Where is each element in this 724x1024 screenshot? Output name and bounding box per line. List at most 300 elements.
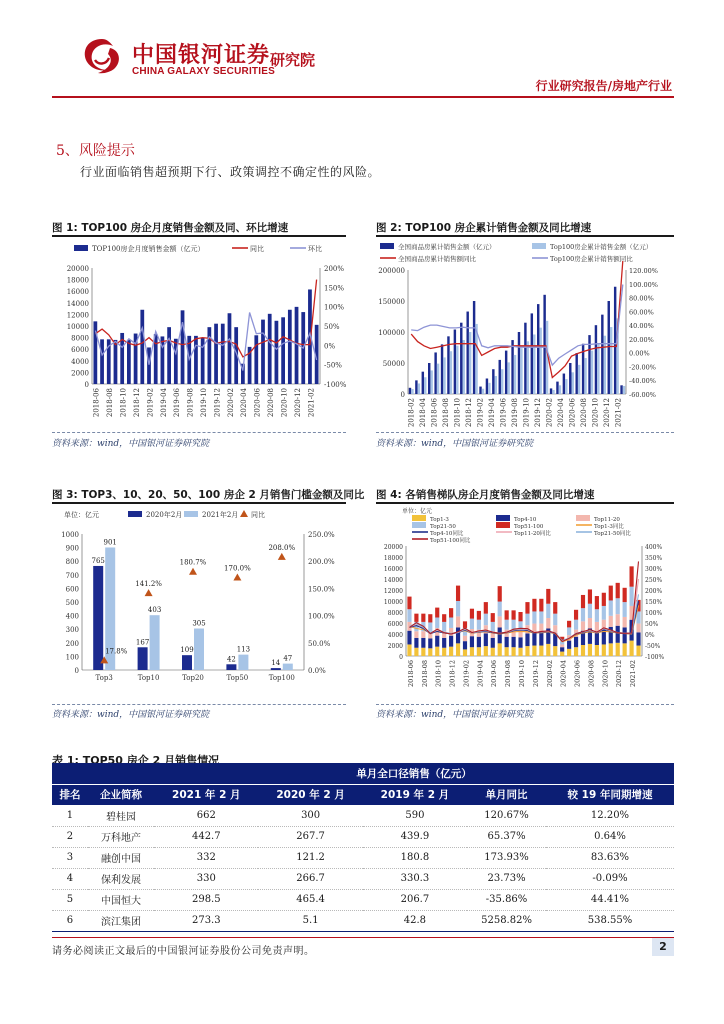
nation-bar	[575, 353, 577, 394]
x-tick-label: 2020-04	[240, 388, 249, 418]
stacked-bar-segment	[623, 588, 627, 602]
y2-tick-label: 0%	[645, 632, 655, 639]
x-tick-label: 2020-08	[587, 660, 596, 688]
stacked-bar-segment	[602, 606, 606, 620]
y2-tick-label: -50%	[645, 643, 661, 650]
top100-bar	[565, 379, 567, 394]
bar	[194, 336, 198, 384]
nation-bar	[499, 360, 501, 394]
yoy-label: 17.8%	[105, 647, 128, 656]
stacked-bar-segment	[414, 638, 418, 648]
y-tick-label: 0	[84, 381, 89, 389]
y2-tick-label: 120.00%	[629, 267, 658, 275]
data-label: 167	[135, 638, 150, 647]
stacked-bar-segment	[574, 620, 578, 630]
stacked-bar-segment	[602, 644, 606, 656]
data-label: 901	[103, 538, 117, 547]
stacked-bar-segment	[498, 627, 502, 643]
legend-label: Top1-3同比	[594, 524, 624, 530]
legend-swatch	[74, 245, 88, 251]
y-tick-label: 18000	[66, 276, 89, 285]
stacked-bar-segment	[442, 648, 446, 656]
x-tick-label: 2020-08	[579, 398, 588, 428]
figure-3-chart	[52, 504, 346, 702]
table-cell: 266.7	[258, 868, 362, 889]
top100-bar	[533, 334, 535, 394]
stacked-bar-segment	[442, 638, 446, 648]
x-tick-label: 2019-02	[476, 398, 485, 428]
y2-tick-label: -50%	[324, 361, 342, 370]
yoy-marker	[278, 553, 286, 560]
y2-tick-label: -100%	[645, 654, 665, 661]
y-tick-label: 300	[65, 626, 79, 635]
table-cell: 0.64%	[546, 826, 674, 847]
stacked-bar-segment	[421, 631, 425, 638]
legend-label: Top100房企累计销售金额（亿元）	[550, 243, 653, 251]
column-header: 2021 年 2 月	[154, 784, 258, 805]
figure-2-source: 资料来源：wind，中国银河证券研究院	[376, 439, 534, 449]
y2-tick-label: -40.00%	[629, 377, 656, 386]
table-cell: 206.7	[363, 889, 467, 910]
stacked-bar-segment	[518, 637, 522, 647]
stacked-bar-segment	[630, 587, 634, 606]
table-cell: 442.7	[154, 826, 258, 847]
stacked-bar-segment	[567, 649, 571, 656]
stacked-bar-segment	[609, 616, 613, 627]
yoy-label: 141.2%	[135, 580, 162, 589]
nation-bar	[563, 374, 565, 394]
table-cell: 3	[52, 847, 88, 868]
stacked-bar-segment	[428, 638, 432, 648]
stacked-bar-segment	[484, 602, 488, 614]
y2-tick-label: 250.0%	[308, 531, 335, 539]
legend-label: Top51-100	[514, 524, 544, 530]
x-tick-label: 2019-06	[173, 388, 182, 418]
data-label: 403	[147, 606, 162, 615]
stacked-bar-segment	[428, 622, 432, 631]
y2-tick-label: 350%	[645, 555, 663, 562]
x-tick-label: Top10	[137, 674, 160, 682]
top100-bar	[591, 351, 593, 394]
nation-bar	[537, 304, 539, 394]
legend-swatch	[240, 510, 248, 517]
figure-3-source-rule	[52, 704, 346, 705]
nation-bar	[415, 380, 417, 394]
stacked-bar-segment	[525, 614, 529, 626]
top100-bar	[463, 340, 465, 394]
stacked-bar-segment	[498, 602, 502, 617]
y-tick-label: 12000	[383, 588, 403, 595]
table-cell: 298.5	[154, 889, 258, 910]
x-tick-label: 2020-06	[253, 388, 262, 418]
figure-1-chart	[52, 238, 346, 430]
yoy-label: 170.0%	[224, 564, 251, 573]
y-tick-label: 150000	[378, 298, 405, 306]
y-tick-label: 4000	[387, 632, 403, 639]
figure-2-source-rule	[376, 432, 674, 433]
stacked-bar-segment	[623, 617, 627, 627]
yoy-label: 180.7%	[179, 558, 207, 567]
section-text: 行业面临销售超预期下行、政策调控不确定性的风险。	[80, 165, 381, 179]
table-cell: -35.86%	[467, 889, 546, 910]
y2-tick-label: 100.00%	[629, 280, 658, 289]
stacked-bar-segment	[553, 646, 557, 656]
stacked-bar-segment	[449, 618, 453, 628]
nation-bar	[422, 372, 424, 394]
x-tick-label: 2020-06	[573, 660, 582, 688]
legend-swatch	[128, 511, 142, 517]
stacked-bar-segment	[505, 620, 509, 630]
legend-label: Top4-10同比	[430, 531, 464, 537]
x-tick-label: 2018-10	[119, 388, 128, 418]
figure-1-title: 图 1: TOP100 房企月度销售金额及同、环比增速	[52, 222, 289, 234]
table-cell: 439.9	[363, 826, 467, 847]
stacked-bar-segment	[616, 643, 620, 656]
stacked-bar-segment	[525, 633, 529, 646]
stacked-bar-segment	[588, 589, 592, 603]
stacked-bar-segment	[595, 622, 599, 631]
unit-label: 单位：亿元	[402, 508, 433, 515]
y-tick-label: 4000	[71, 357, 89, 366]
figure-3-title: 图 3: TOP3、10、20、50、100 房企 2 月销售门槛金额及同比	[52, 489, 365, 501]
column-header: 企业简称	[88, 784, 154, 805]
bar	[288, 310, 292, 384]
x-tick-label: 2021-02	[629, 660, 638, 688]
x-tick-label: 2020-10	[280, 388, 289, 418]
stacked-bar-segment	[498, 643, 502, 656]
x-tick-label: 2018-10	[453, 398, 462, 428]
stacked-bar-segment	[414, 631, 418, 638]
table-cell: 中国恒大	[88, 889, 154, 910]
stacked-bar-segment	[560, 644, 564, 647]
stacked-bar-segment	[470, 619, 474, 629]
top100-bar	[507, 362, 509, 394]
y2-tick-label: 250%	[645, 577, 663, 584]
nation-bar	[479, 387, 481, 394]
stacked-bar-segment	[470, 636, 474, 647]
nation-bar	[524, 323, 526, 394]
nation-bar	[569, 363, 571, 394]
x-tick-label: 2020-10	[601, 660, 610, 688]
table-cell: 273.3	[154, 910, 258, 931]
stacked-bar-segment	[532, 646, 536, 656]
table-cell: 万科地产	[88, 826, 154, 847]
nation-bar	[518, 332, 520, 394]
table-header-row	[52, 784, 674, 805]
top100-bar	[514, 355, 516, 394]
stacked-bar-segment	[546, 644, 550, 656]
y2-tick-label: 40.00%	[629, 322, 654, 331]
x-tick-label: 2018-12	[465, 398, 474, 428]
nation-bar	[492, 369, 494, 394]
legend-label: Top51-100同比	[430, 538, 471, 544]
stacked-bar-segment	[532, 611, 536, 623]
table-cell: 120.67%	[467, 805, 546, 826]
top100-bar	[430, 370, 432, 394]
stacked-bar-segment	[505, 647, 509, 656]
stacked-bar-segment	[616, 626, 620, 643]
stacked-bar-segment	[477, 647, 481, 656]
y-tick-label: 600	[65, 585, 79, 594]
x-tick-label: 2018-12	[132, 388, 141, 418]
bar	[181, 310, 185, 384]
nation-bar	[595, 325, 597, 394]
y-tick-label: 14000	[66, 299, 89, 308]
top100-bar	[495, 376, 497, 394]
legend-swatch	[184, 511, 198, 517]
galaxy-swirl-logo-icon	[80, 36, 124, 76]
legend-label: 同比	[251, 511, 265, 519]
data-label: 113	[236, 645, 251, 654]
legend-swatch	[412, 522, 426, 528]
x-tick-label: 2019-12	[213, 388, 222, 418]
nation-bar	[608, 301, 610, 394]
data-label: 109	[180, 646, 194, 655]
y-tick-label: 0	[399, 654, 403, 661]
stacked-bar-segment	[505, 610, 509, 619]
stacked-bar-segment	[546, 589, 550, 604]
stacked-bar-segment	[442, 614, 446, 622]
y-tick-label: 6000	[387, 621, 403, 628]
y2-tick-label: 80.00%	[629, 294, 654, 303]
yoy-marker	[233, 574, 241, 581]
bar	[281, 317, 285, 384]
stacked-bar-segment	[595, 596, 599, 609]
x-tick-label: 2020-06	[568, 398, 577, 428]
stacked-bar-segment	[567, 627, 571, 635]
header-divider	[52, 96, 674, 98]
x-tick-label: 2018-12	[448, 660, 457, 688]
y-tick-label: 0	[74, 667, 79, 675]
stacked-bar-segment	[435, 618, 439, 628]
y2-tick-label: 100%	[324, 303, 345, 312]
x-tick-label: 2021-02	[614, 398, 623, 428]
stacked-bar-segment	[532, 599, 536, 612]
stacked-bar-segment	[456, 586, 460, 601]
stacked-bar-segment	[630, 566, 634, 586]
stacked-bar-segment	[630, 641, 634, 656]
x-tick-label: 2020-12	[293, 388, 302, 418]
table-cell: 538.55%	[546, 910, 674, 931]
top100-bar	[482, 389, 484, 394]
top100-bar	[623, 386, 625, 394]
stacked-bar-segment	[484, 646, 488, 656]
stacked-bar-segment	[421, 638, 425, 648]
x-tick-label: 2019-06	[499, 398, 508, 428]
page-number: 2	[652, 938, 674, 956]
y-tick-label: 800	[65, 558, 79, 567]
top100-bar	[572, 372, 574, 394]
y-tick-label: 2000	[387, 643, 403, 650]
stacked-bar-segment	[498, 616, 502, 627]
bar	[275, 321, 279, 384]
stacked-bar-segment	[456, 643, 460, 656]
bar	[154, 334, 158, 384]
top100-bar	[559, 385, 561, 394]
y-tick-label: 2000	[71, 369, 89, 378]
nation-bar	[531, 313, 533, 394]
y-tick-label: 100	[65, 653, 79, 662]
table-cell: 65.37%	[467, 826, 546, 847]
table-cell: -0.09%	[546, 868, 674, 889]
bar-2021	[238, 655, 248, 670]
y-tick-label: 50000	[382, 360, 405, 368]
top100-bar	[578, 365, 580, 394]
stacked-bar-segment	[581, 608, 585, 621]
table-cell: 4	[52, 868, 88, 889]
y2-tick-label: 300%	[645, 566, 663, 573]
top100-bar	[610, 327, 612, 394]
bar	[100, 339, 104, 384]
y2-tick-label: 400%	[645, 544, 663, 551]
table-cell: 碧桂园	[88, 805, 154, 826]
table-row	[52, 805, 674, 826]
stacked-bar-segment	[407, 597, 411, 610]
legend-label: Top100房企累计销售额同比	[550, 255, 633, 263]
nation-bar	[460, 323, 462, 394]
x-tick-label: 2020-08	[267, 388, 276, 418]
table-title: 表 1: TOP50 房企 2 月销售情况	[52, 754, 220, 767]
figure-4-source: 资料来源：wind，中国银河证券研究院	[376, 710, 534, 720]
stacked-bar-segment	[560, 647, 564, 651]
x-tick-label: 2019-02	[462, 660, 471, 688]
yoy-marker	[145, 589, 153, 596]
x-tick-label: 2019-12	[533, 398, 542, 428]
bar-2021	[283, 664, 293, 670]
x-tick-label: 2020-02	[226, 388, 235, 418]
y-tick-label: 1000	[61, 531, 79, 539]
y-tick-label: 20000	[66, 265, 89, 273]
x-tick-label: 2019-08	[511, 398, 519, 428]
nation-bar	[614, 287, 616, 394]
nation-bar	[550, 388, 552, 394]
bar	[214, 324, 218, 384]
stacked-bar-segment	[595, 645, 599, 656]
legend-label: Top1-3	[430, 517, 449, 523]
legend-swatch	[532, 243, 546, 249]
stacked-bar-segment	[463, 636, 467, 642]
stacked-bar-segment	[616, 583, 620, 598]
top50-sales-table	[52, 763, 674, 932]
y2-tick-label: 60.00%	[629, 308, 654, 317]
x-tick-label: 2020-04	[556, 398, 565, 428]
stacked-bar-segment	[539, 599, 543, 612]
stacked-bar-segment	[574, 647, 578, 656]
column-header: 排名	[52, 784, 88, 805]
legend-swatch	[496, 522, 510, 528]
bar	[295, 307, 299, 384]
y2-tick-label: 50%	[645, 621, 659, 628]
stacked-bar-segment	[518, 648, 522, 656]
legend-label: 环比	[308, 245, 322, 253]
nation-bar	[428, 363, 430, 394]
figure-4-title: 图 4: 各销售梯队房企月度销售金额及同比增速	[376, 489, 595, 501]
top100-bar	[469, 332, 471, 394]
y2-tick-label: -20.00%	[629, 363, 656, 372]
bar	[268, 314, 272, 384]
stacked-bar-segment	[609, 643, 613, 656]
nation-bar	[454, 330, 456, 394]
y-tick-label: 400	[65, 612, 79, 621]
stacked-bar-segment	[581, 645, 585, 656]
legend-label: Top21-50	[430, 524, 456, 530]
stacked-bar-segment	[484, 614, 488, 626]
data-label: 765	[91, 556, 105, 565]
bar	[221, 324, 225, 384]
table-cell: 44.41%	[546, 889, 674, 910]
legend-label: Top11-20	[594, 517, 620, 523]
figure-2-chart	[376, 238, 674, 430]
table-cell: 23.73%	[467, 868, 546, 889]
x-tick-label: 2021-02	[307, 388, 316, 418]
figure-1-source-rule	[52, 432, 346, 433]
x-tick-label: 2019-06	[490, 660, 499, 688]
table-row	[52, 826, 674, 847]
stacked-bar-segment	[588, 604, 592, 618]
stacked-bar-segment	[449, 647, 453, 656]
y-tick-label: 500	[65, 599, 79, 607]
table-cell: 1	[52, 805, 88, 826]
y-tick-label: 18000	[383, 555, 403, 562]
top100-bar	[443, 357, 445, 394]
stacked-bar-segment	[463, 649, 467, 656]
data-label: 47	[283, 654, 293, 663]
x-tick-label: 2020-12	[602, 398, 611, 428]
unit-label: 单位：亿元	[64, 511, 99, 519]
stacked-bar-segment	[421, 614, 425, 622]
bar	[254, 335, 258, 384]
top100-bar	[424, 377, 426, 394]
stacked-bar-segment	[505, 637, 509, 647]
bar	[114, 340, 118, 384]
table-cell: 332	[154, 847, 258, 868]
nation-bar	[620, 385, 622, 394]
x-tick-label: 2018-08	[442, 398, 451, 428]
bar	[261, 320, 265, 384]
stacked-bar-segment	[512, 647, 516, 656]
top100-bar	[539, 328, 541, 394]
stacked-bar-segment	[588, 618, 592, 628]
y-tick-label: 200	[65, 639, 79, 648]
stacked-bar-segment	[407, 631, 411, 645]
x-tick-label: 2019-04	[488, 398, 497, 428]
table-cell: 融创中国	[88, 847, 154, 868]
table-row	[52, 910, 674, 931]
nation-bar	[466, 312, 468, 394]
table-cell: 滨江集团	[88, 910, 154, 931]
table-cell: 2	[52, 826, 88, 847]
stacked-bar-segment	[623, 643, 627, 656]
table-group-header-row	[52, 763, 674, 784]
footer-divider	[52, 937, 674, 938]
x-tick-label: 2019-08	[504, 660, 513, 688]
stacked-bar-segment	[435, 647, 439, 656]
table-cell: 330.3	[363, 868, 467, 889]
table-row	[52, 847, 674, 868]
figure-2-title: 图 2: TOP100 房企累计销售金额及同比增速	[376, 222, 592, 234]
top100-bar	[437, 364, 439, 394]
table-cell: 662	[154, 805, 258, 826]
y-tick-label: 16000	[66, 288, 89, 297]
top100-bar	[456, 346, 458, 394]
stacked-bar-segment	[421, 648, 425, 656]
nation-bar	[543, 295, 545, 394]
y-tick-label: 10000	[383, 599, 403, 606]
stacked-bar-segment	[512, 637, 516, 647]
y-tick-label: 12000	[66, 311, 89, 320]
top100-bar	[552, 390, 554, 394]
stacked-bar-segment	[539, 646, 543, 656]
